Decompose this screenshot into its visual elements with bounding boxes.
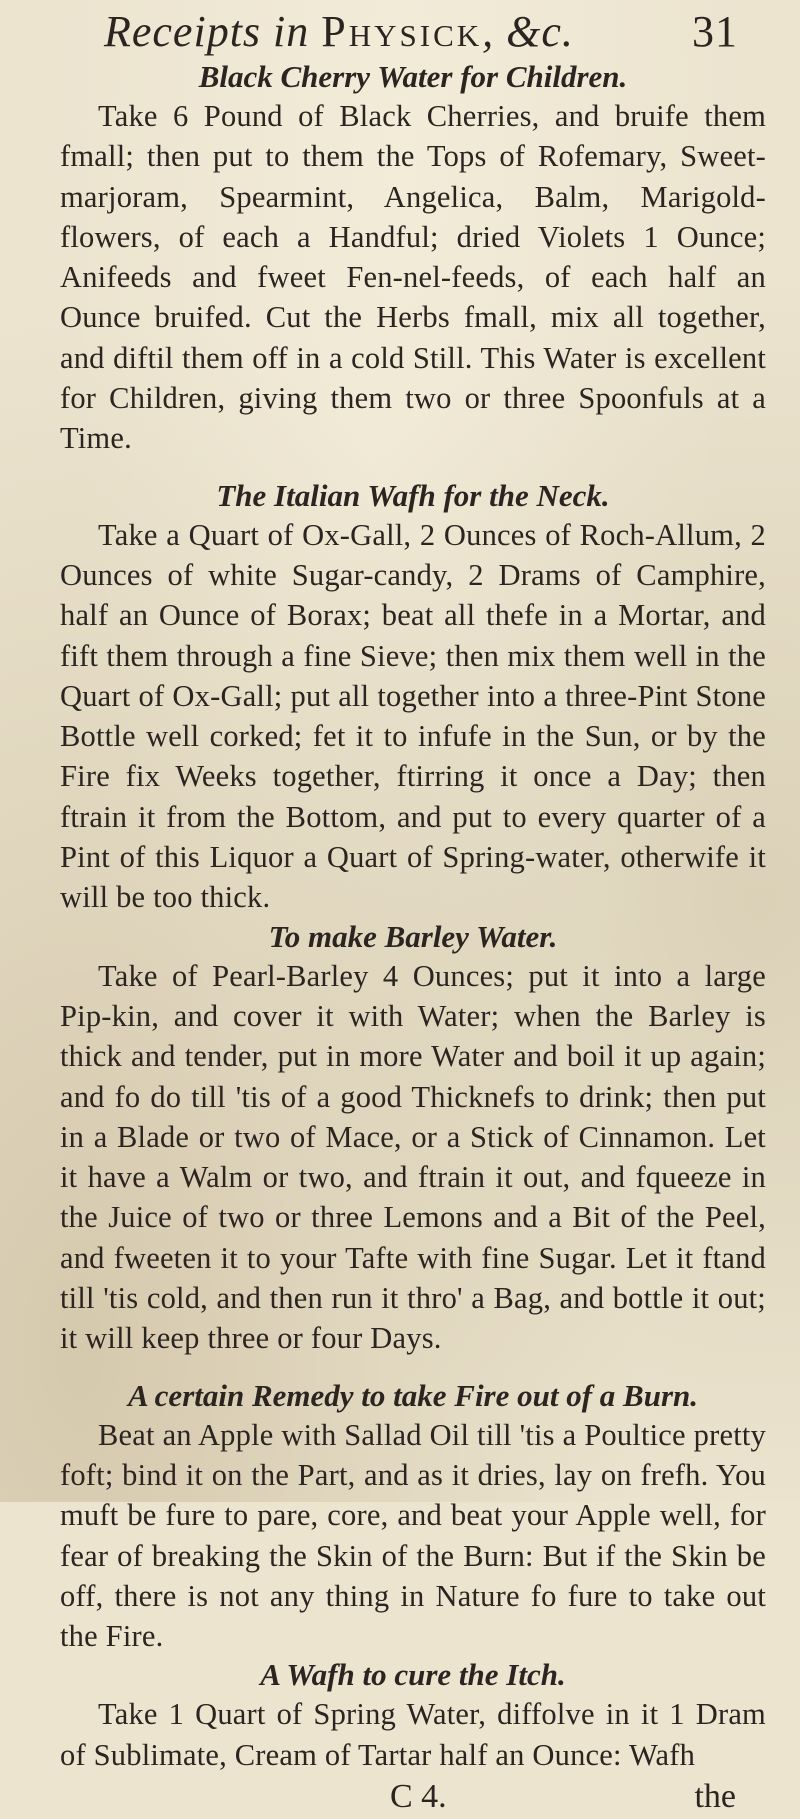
recipe-body-italian-wash: Take a Quart of Ox-Gall, 2 Ounces of Roch-Allum, 2 Ounces of white Sugar-candy, 2 Drams of Camphire, half an Ounce of Borax; beat all thefe in a Mortar, and fift them through a fine Sieve; then mix them well in the Quart of Ox-Gall; put all together into a three-Pint Stone Bottle well corked; fet it to infufe in the Sun, or by the Fire fix Weeks together, ftirring it once a Day; then ftrain it from the Bottom, and put to every quarter of a Pint of this Liquor a Quart of Spring-water, otherwife it will be too thick. (60, 517, 766, 915)
recipe-title-itch-wash: A Wafh to cure the Itch. (260, 1657, 566, 1693)
page-footer (60, 1775, 766, 1819)
recipe-title-burn-remedy: A certain Remedy to take Fire out of a Burn. (127, 1377, 699, 1413)
recipe-title-cherry-water: Black Cherry Water for Children. (198, 59, 628, 94)
recipe-body-barley-water: Take of Pearl-Barley 4 Ounces; put it into a large Pip-kin, and cover it with Water; when the Barley is thick and tender, put in more Water and boil it up again; and fo do till 'tis of a good Thicknefs to drink; then put in a Blade or two of Mace, or a Stick of Cinnamon. Let it have a Walm or two, and ftrain it out, and fqueeze in the Juice of two or three Lemons and a Bit of the Peel, and fweeten it to your Tafte with fine Sugar. Let it ftand till 'tis cold, and then run it thro' a Bag, and bottle it out; it will keep three or four Days. (60, 958, 766, 1356)
recipe-title-barley-water: To make Barley Water. (268, 918, 558, 954)
running-head-caps: Physick (321, 7, 483, 56)
recipe-title-italian-wash: The Italian Wafh for the Neck. (216, 477, 610, 513)
signature-mark: C 4. (390, 1777, 447, 1815)
recipe-body-burn-remedy: Beat an Apple with Sallad Oil till 'tis a Poultice pretty foft; bind it on the Part, and as it dries, lay on frefh. You muft be fure to pare, core, and beat your Apple well, for fear of breaking the Skin of the Burn: But if the Skin be off, there is not any thing in Nature fo fure to take out the Fire. (60, 1417, 766, 1654)
running-head-title (104, 6, 574, 58)
running-head-tail: , &c. (482, 7, 574, 56)
recipe-body-itch-wash: Take 1 Quart of Spring Water, diffolve in it 1 Dram of Sublimate, Cream of Tartar half an Ounce: Wafh (60, 1697, 766, 1772)
page-number: 31 (692, 7, 738, 56)
catchword: the (694, 1777, 736, 1815)
running-head-italic: Receipts in (104, 7, 310, 56)
running-head (60, 6, 766, 58)
recipe-body-cherry-water: Take 6 Pound of Black Cherries, and bruife them fmall; then put to them the Tops of Rofemary, Sweet-marjoram, Spearmint, Angelica, Balm, Marigold-flowers, of each a Handful; dried Violets 1 Ounce; Anifeeds and fweet Fen-nel-feeds, of each half an Ounce bruifed. Cut the Herbs fmall, mix all together, and diftil them off in a cold Still. This Water is excellent for Children, giving them two or three Spoonfuls at a Time. (60, 99, 766, 456)
